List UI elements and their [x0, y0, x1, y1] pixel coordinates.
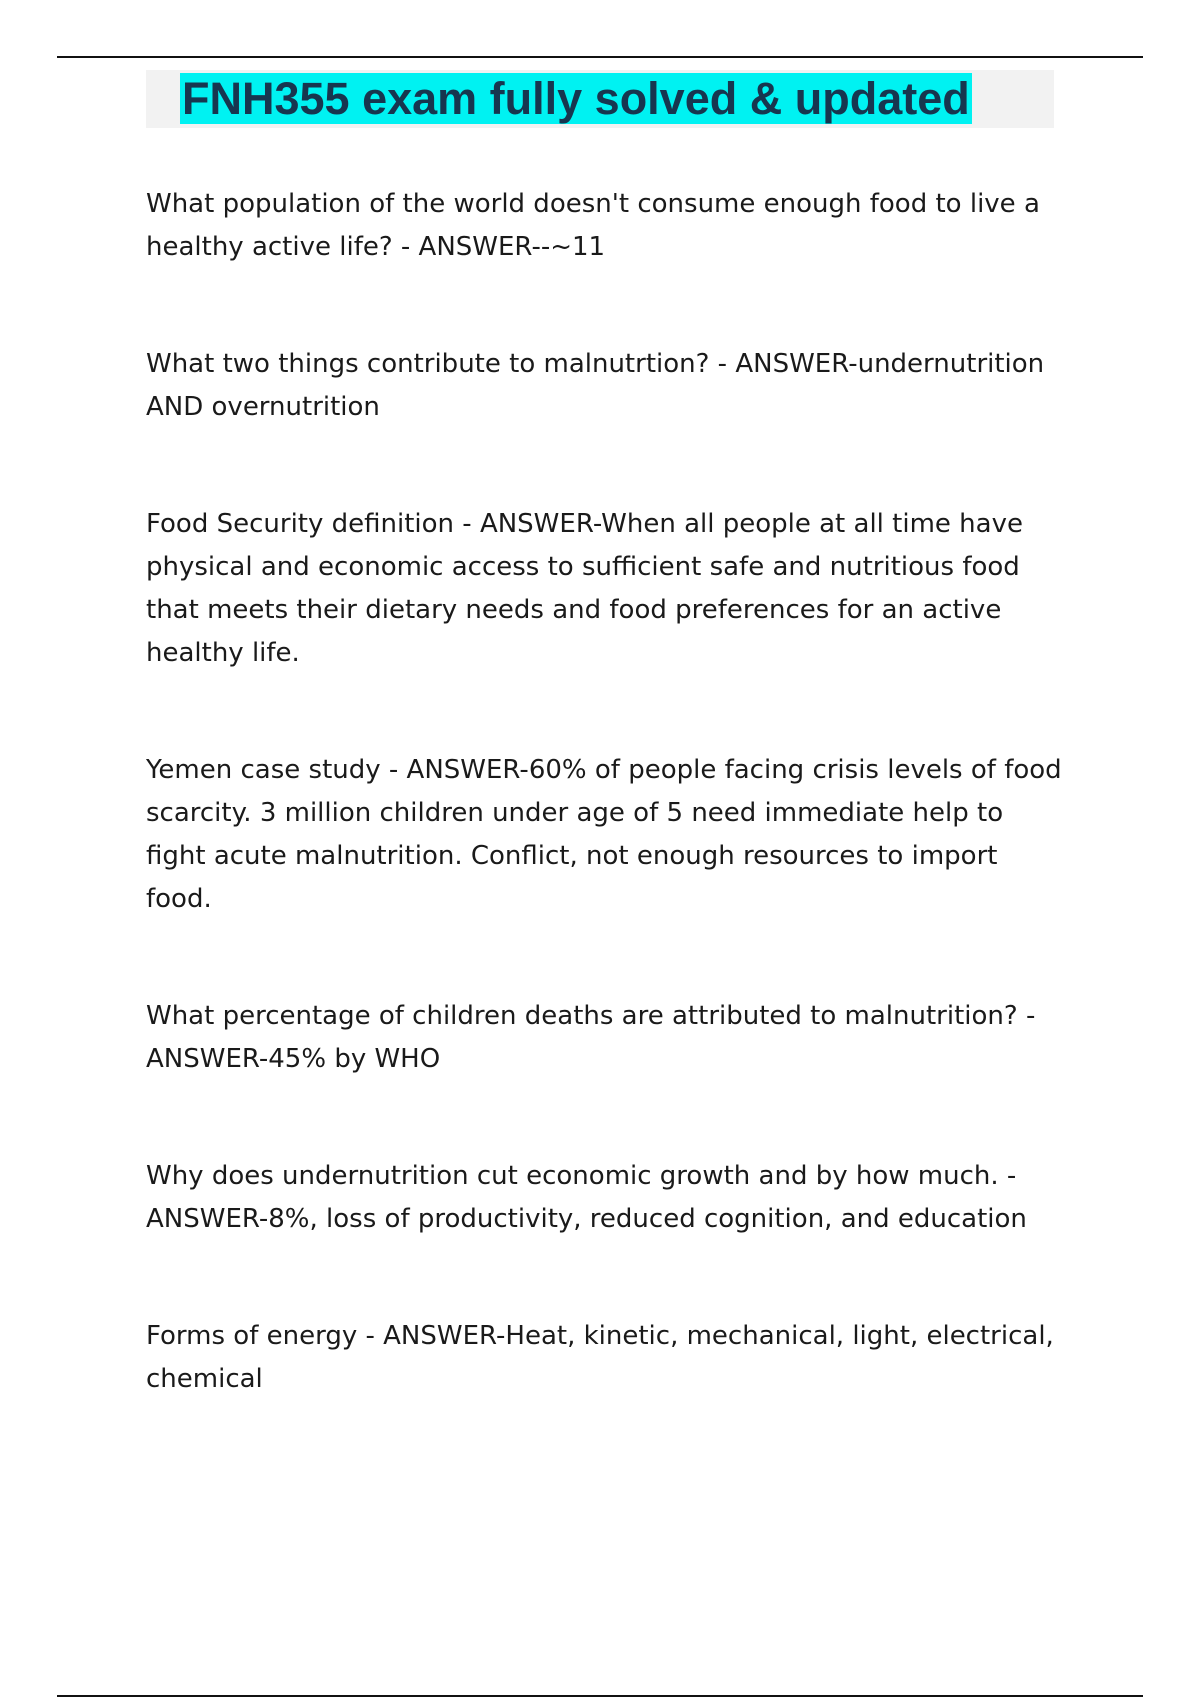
qa-item-1: What population of the world doesn't consume enough food to live a healthy active life? - ANSWER--~11	[146, 189, 1040, 262]
page-title	[178, 70, 974, 128]
qa-item-2: What two things contribute to malnutrtion? - ANSWER-undernutrition AND overnutrition	[146, 349, 1045, 422]
qa-item-6: Why does undernutrition cut economic growth and by how much. - ANSWER-8%, loss of productivity, reduced cognition, and education	[146, 1161, 1027, 1234]
qa-item-5: What percentage of children deaths are attributed to malnutrition? - ANSWER-45% by WHO	[146, 1001, 1036, 1074]
qa-item-7: Forms of energy - ANSWER-Heat, kinetic, mechanical, light, electrical, chemical	[146, 1321, 1054, 1394]
qa-item-3: Food Security definition - ANSWER-When all people at all time have physical and economic access to sufficient safe and nutritious food that meets their dietary needs and food preferences for an active healthy life.	[146, 509, 1023, 668]
top-rule	[57, 56, 1143, 58]
bottom-rule	[57, 1695, 1143, 1697]
qa-list	[146, 183, 1066, 1401]
page-title-highlight: FNH355 exam fully solved & updated	[182, 73, 970, 124]
qa-item-4: Yemen case study - ANSWER-60% of people facing crisis levels of food scarcity. 3 million children under age of 5 need immediate help to fight acute malnutrition. Conflict, not enough resources to import food.	[146, 755, 1062, 914]
